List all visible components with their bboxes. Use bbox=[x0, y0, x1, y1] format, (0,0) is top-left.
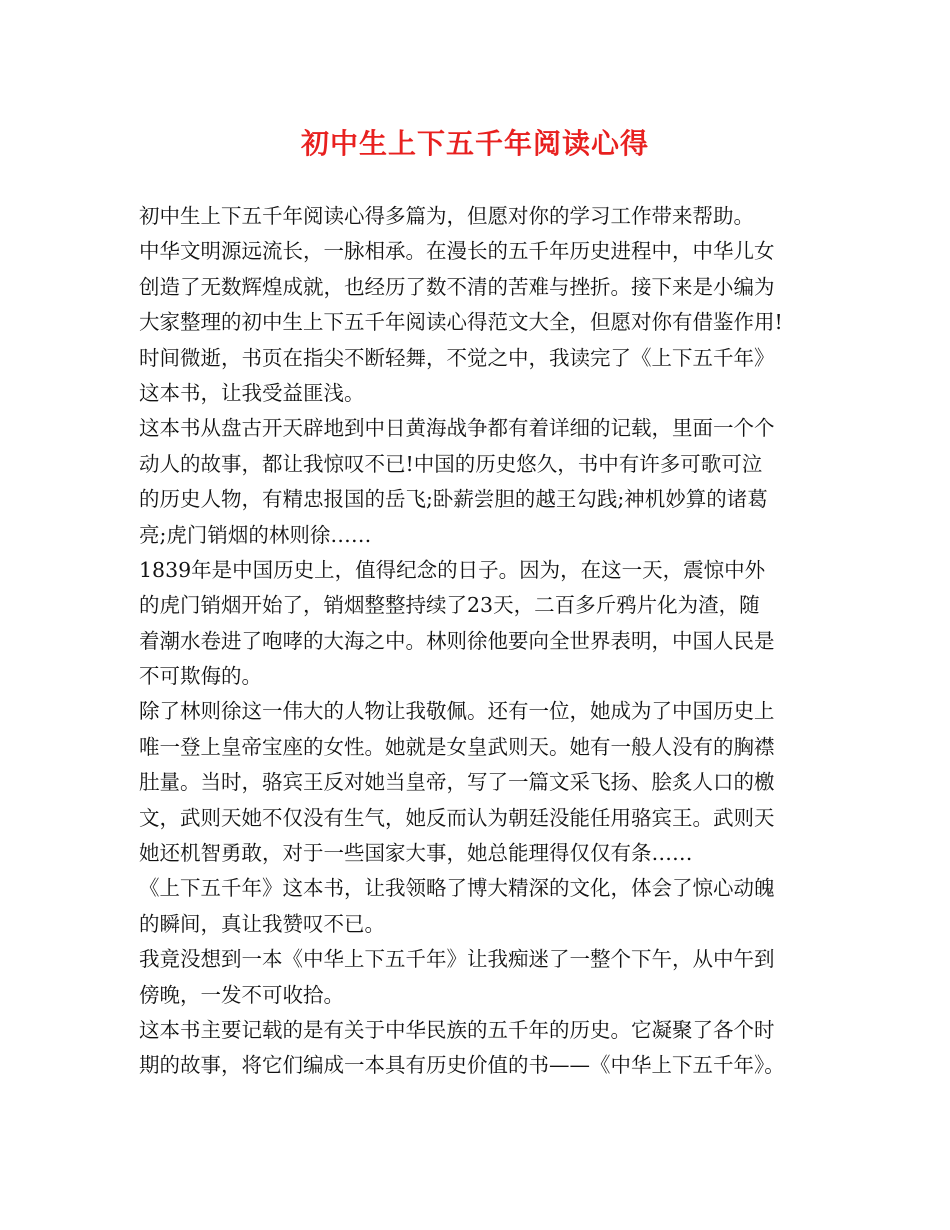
text-line: 时间微逝，书页在指尖不断轻舞，不觉之中，我读完了《上下五千年》 bbox=[139, 345, 775, 370]
document-title: 初中生上下五千年阅读心得 bbox=[300, 127, 649, 160]
text-line: 亮;虎门销烟的林则徐…… bbox=[139, 522, 372, 547]
text-line: 傍晚，一发不可收拾。 bbox=[139, 982, 344, 1007]
text-line: 着潮水卷进了咆哮的大海之中。林则徐他要向全世界表明，中国人民是 bbox=[139, 628, 775, 653]
document-body bbox=[139, 199, 819, 1084]
text-line: 的历史人物，有精忠报国的岳飞;卧薪尝胆的越王勾践;神机妙算的诸葛 bbox=[139, 487, 768, 512]
text-line: 动人的故事，都让我惊叹不已!中国的历史悠久，书中有许多可歌可泣 bbox=[139, 451, 763, 476]
text-line: 唯一登上皇帝宝座的女性。她就是女皇武则天。她有一般人没有的胸襟 bbox=[139, 734, 775, 759]
text-line: 《上下五千年》这本书，让我领略了博大精深的文化，体会了惊心动魄 bbox=[139, 876, 775, 901]
text-line: 创造了无数辉煌成就，也经历了数不清的苦难与挫折。接下来是小编为 bbox=[139, 274, 775, 299]
text-line: 不可欺侮的。 bbox=[139, 664, 262, 689]
text-line: 我竟没想到一本《中华上下五千年》让我痴迷了一整个下午，从中午到 bbox=[139, 947, 775, 972]
text-line: 中华文明源远流长，一脉相承。在漫长的五千年历史进程中，中华儿女 bbox=[139, 239, 775, 264]
text-line: 的虎门销烟开始了，销烟整整持续了23天，二百多斤鸦片化为渣，随 bbox=[139, 593, 760, 618]
text-line: 她还机智勇敢，对于一些国家大事，她总能理得仅仅有条…… bbox=[139, 841, 693, 866]
text-line: 1839年是中国历史上，值得纪念的日子。因为，在这一天，震惊中外 bbox=[139, 557, 766, 582]
text-line: 大家整理的初中生上下五千年阅读心得范文大全，但愿对你有借鉴作用! bbox=[139, 310, 783, 335]
text-line: 这本书，让我受益匪浅。 bbox=[139, 380, 365, 405]
text-line: 这本书从盘古开天辟地到中日黄海战争都有着详细的记载，里面一个个 bbox=[139, 416, 775, 441]
text-line: 的瞬间，真让我赞叹不已。 bbox=[139, 911, 385, 936]
text-line: 这本书主要记载的是有关于中华民族的五千年的历史。它凝聚了各个时 bbox=[139, 1017, 775, 1042]
text-line: 初中生上下五千年阅读心得多篇为，但愿对你的学习工作带来帮助。 bbox=[139, 204, 754, 228]
text-line: 期的故事，将它们编成一本具有历史价值的书——《中华上下五千年》。 bbox=[139, 1053, 785, 1078]
text-line: 除了林则徐这一伟大的人物让我敬佩。还有一位，她成为了中国历史上 bbox=[139, 699, 775, 724]
text-line: 文，武则天她不仅没有生气，她反而认为朝廷没能任用骆宾王。武则天 bbox=[139, 805, 775, 830]
text-line: 肚量。当时，骆宾王反对她当皇帝，写了一篇文采飞扬、脍炙人口的檄 bbox=[139, 770, 775, 795]
